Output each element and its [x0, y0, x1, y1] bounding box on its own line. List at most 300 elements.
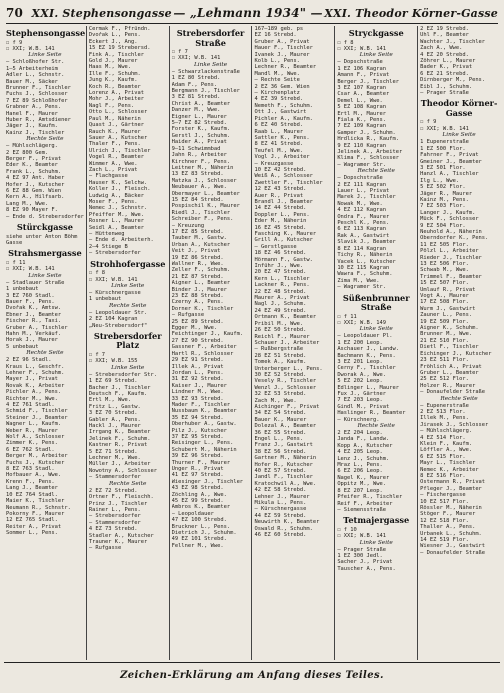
directory-entry: 40 EZ 57 Strebd. [254, 468, 307, 475]
directory-entry: 32 EZ 53 Strebd. [254, 391, 307, 398]
directory-entry: Rieder J., Tischler [420, 254, 482, 261]
directory-entry: Zöchling A., Wwe. [171, 491, 227, 498]
directory-entry: Ilg L., Wwe. [420, 177, 460, 184]
directory-entry: Hauser K., Selchw. [88, 179, 148, 186]
directory-entry: ☐ f 11 [6, 259, 26, 266]
page-footer [4, 662, 500, 687]
directory-entry: ☐ XXI; W.B. 141 [171, 55, 221, 62]
street-side-label: Linke Seite [359, 539, 393, 546]
directory-entry: Kraus L., Geschfr. [6, 363, 65, 370]
page-header [6, 3, 498, 24]
directory-entry: 42 EZ 58 Strebd. [254, 487, 307, 494]
directory-entry: Gartner M., Näherin [254, 455, 317, 462]
street-heading: Theodor Körner-Gasse [420, 98, 498, 118]
street-side-label: Rechte Seite [109, 302, 147, 309]
street-heading: Stephensongasse [6, 28, 86, 38]
directory-entry: Mikula L., Pens. [254, 500, 307, 507]
directory-entry: Hauer F., Tischler [254, 45, 313, 52]
header-left-title: XXI. Stephensongasse [31, 6, 172, 20]
directory-entry: Uhl F., Beamter [420, 32, 469, 39]
directory-entry: ☐ f 9 [420, 119, 437, 126]
directory-entry: Wallner R., Wwe. [171, 261, 224, 267]
street-heading: Strebersdorfer Platz [93, 330, 162, 351]
directory-entry: Teufel M., Wwe. [254, 147, 304, 154]
directory-entry: Brunner M., Wwe. [420, 331, 473, 338]
directory-entry: Wagner L., Kaufm. [6, 421, 62, 428]
directory-entry: 12 EZ 518 Flor. [420, 517, 469, 524]
directory-entry: Janda F., Landw. [337, 436, 390, 443]
directory-entry: — Rechte Seite [254, 77, 300, 84]
directory-entry: Kratochwil A., Wwe. [254, 480, 317, 487]
directory-entry: Dietrich J., Schuhm. [171, 530, 237, 537]
directory-entry: Bauer M., Säcker [6, 78, 58, 85]
directory-entry: 16 EZ 45 Strebd. [254, 224, 307, 231]
directory-entry: Tauscher A., Pens. [337, 565, 396, 572]
directory-entry: 36 EZ 55 Strebd. [254, 429, 307, 436]
directory-entry: 5 EZ 502 Flor. [420, 184, 466, 191]
directory-entry: — Leopoldauer Str. [88, 309, 148, 316]
directory-entry: Vogt A., Maurer [420, 293, 469, 300]
directory-entry: 11 EZ 505 Flor. [420, 241, 469, 248]
directory-entry: 10 EZ 764 Stadl. [6, 491, 58, 498]
street-heading: Strohhofergasse [90, 258, 166, 269]
directory-entry: Fuchs J., Schlosser [6, 91, 68, 98]
directory-entry: Eichinger J., Kutscher [420, 350, 492, 357]
directory-entry: Oberndorfer K., Pens. [420, 235, 489, 242]
directory-entry: Reif F., Arbeiter [337, 500, 393, 507]
directory-entry: Kaiser J., Maurer [171, 382, 227, 389]
directory-entry: — Kirchenplatz [254, 90, 300, 97]
directory-entry: Gasse [6, 239, 23, 246]
directory-entry: 45 EZ 99 Strebd. [171, 498, 224, 505]
directory-entry: 15 EZ 507 Flor. [420, 280, 469, 287]
directory-entry: Ludwig A., Bäcker [88, 192, 145, 199]
directory-entry: Kern L., Tischler [254, 275, 310, 282]
directory-entry: Mader F., Tischler [171, 401, 231, 408]
directory-entry: 4 EZ 205 Leop. [337, 449, 383, 456]
directory-entry: 6 EZ 762 Stadl. [6, 446, 55, 453]
directory-entry: Stöger F., Maurer [420, 511, 476, 518]
directory-entry: Eigner L., Maurer [171, 113, 227, 120]
directory-entry: 14 EZ 44 Strebd. [254, 205, 307, 212]
street-side-label: Linke Seite [111, 364, 145, 371]
directory-entry: Zach M., Wwe. [254, 397, 297, 404]
directory-entry: „Neu-Strebersdorf" [88, 322, 148, 329]
directory-entry: Haslinger R., Beamter [337, 410, 406, 417]
directory-entry: Nussbaum K., Beamter [171, 408, 237, 415]
directory-entry: Maurer A., Privat [254, 295, 310, 302]
directory-entry: 49 EZ 101 Strebd. [171, 536, 227, 543]
directory-entry: Tomek A., Kaufm. [254, 359, 307, 366]
directory-entry: — Kreuzung [171, 222, 205, 229]
directory-entry: 3 EZ 70 Strebd. [88, 410, 138, 417]
directory-entry: Hörmann F., Gastw. [254, 256, 313, 263]
directory-entry: Urbanek L., Schuhm. [420, 530, 482, 537]
directory-entry: 17 EZ 85 Strebd. [171, 228, 224, 235]
street-heading: Stryckgasse [348, 28, 404, 38]
directory-entry: Aichinger F., Privat [254, 403, 320, 410]
directory-entry: 167—189 geb. ps [254, 26, 304, 32]
directory-entry: Novak K., Arbeiter [6, 382, 65, 389]
directory-entry: Vogl J., Arbeiter [254, 154, 310, 161]
directory-entry: Bruckner L., Pens. [171, 523, 231, 530]
directory-entry: Zach A., Wwe. [420, 45, 463, 52]
directory-entry: Kainz M., Pens. [420, 196, 469, 203]
directory-entry: 23 EZ 511 Flor. [420, 357, 469, 364]
directory-entry: Raab L., Maurer [254, 128, 304, 135]
directory-entry: Franz J., Gastwirt [254, 442, 313, 449]
directory-entry: — Kürschnerg. [337, 416, 380, 423]
directory-entry: siehe unter Anton Böhm [6, 233, 78, 240]
directory-entry: Sacher J., Privat [337, 559, 393, 566]
directory-entry: 2 EZ 19 Strebd. [420, 26, 469, 32]
directory-entry: Demel L., Wwe. [337, 97, 383, 104]
directory-entry: — Kürschnergasse [88, 289, 141, 296]
directory-entry: Vogel R., Beamter [88, 154, 145, 161]
directory-entry: 4 EZ 761 Stadl. [6, 402, 55, 408]
directory-entry: Wawra F., Schuhm. [337, 271, 393, 278]
directory-entry: 4 EZ 20 Strebd. [420, 51, 469, 58]
directory-entry: Wachter J., Tischler [420, 38, 486, 45]
directory-entry: Fischer R., Taxi. [6, 318, 62, 325]
directory-entry: Ille F., Schuhm. [88, 70, 141, 77]
directory-entry: 35 EZ 94 Strebd. [171, 414, 224, 421]
directory-entry: Pfeiffer M., Wwe. [88, 211, 145, 218]
directory-entry: Zeller F., Schuhm. [171, 267, 231, 274]
directory-entry: Gruber A., Privat [254, 38, 310, 45]
directory-entry: 5—7 EZ 82 Strebd. [171, 120, 227, 127]
directory-entry: — Eupenerstraße [420, 402, 469, 409]
directory-entry: Dvořak L., Pens. [88, 32, 141, 39]
directory-entry: Rak A., Gastwirt [337, 232, 390, 239]
directory-entry: 6 EZ 515 Flor. [420, 453, 466, 460]
column-2 [87, 26, 170, 660]
directory-entry: Unger R., Privat [171, 466, 224, 472]
directory-entry: 5 EZ 71 Strebd. [88, 448, 138, 455]
column-3 [170, 26, 253, 660]
directory-entry: Mayer J., Privat [6, 376, 58, 383]
directory-entry: Nemec J., Schnstr. [88, 205, 148, 212]
directory-entry: Stadler A., Kutscher [88, 532, 154, 539]
directory-entry: 26 EZ 50 Strebd. [254, 327, 307, 334]
directory-entry: Schreiber F., Pens. [171, 216, 234, 223]
directory-entry: Dorner K., Tischler [171, 305, 234, 312]
directory-entry: 2—4 Stiege B [88, 243, 128, 250]
street-side-label: Linke Seite [28, 52, 62, 59]
directory-entry: — Donaufelder Straße [420, 389, 486, 396]
directory-entry: Umlauf R., Privat [420, 286, 476, 293]
directory-entry: — Strebersdorfer [88, 250, 141, 257]
directory-entry: Schmid F., Tischler [6, 408, 68, 415]
directory-entry: 1 EZ 106 Kagran [337, 65, 386, 72]
directory-entry: Fuchs J., Kutscher [6, 459, 65, 466]
directory-entry: Hackl J., Maurer [88, 423, 141, 430]
directory-entry: Rauch K., Maurer [88, 128, 141, 135]
directory-entry: Mayr L., Tischler [420, 460, 476, 467]
directory-entry: Jäger J., Kaufm. [6, 123, 58, 130]
street-side-label: Rechte Seite [109, 480, 147, 487]
directory-entry: Adler L., Schnstr. [6, 72, 65, 79]
directory-entry: Neubauer A., Wwe. [171, 184, 227, 191]
directory-entry: Adam F., Pens. [171, 81, 218, 88]
directory-entry: 4 EZ 39 Strebd. [254, 96, 304, 103]
directory-entry: Eder M., Näherin [254, 218, 307, 225]
directory-entry: Pokorny F., Maurer [6, 510, 65, 517]
directory-entry: Peschl K., Pens. [337, 220, 390, 227]
directory-entry: Mück F., Schlosser [420, 216, 479, 223]
directory-entry: Fux J., Gärtner [337, 391, 386, 397]
directory-entry: Bauer K., Maurer [254, 416, 307, 423]
directory-entry: Haas M., Wwe. [88, 64, 132, 71]
directory-entry: Zimmer K., Pens. [6, 440, 58, 447]
directory-entry: Zauner L., Pens. [420, 312, 473, 319]
directory-entry: 10 EZ 115 Kagran [337, 264, 390, 271]
directory-entry: — Leopoldauer [171, 510, 214, 517]
column-5 [335, 26, 418, 660]
street-heading: Stürckgasse [16, 222, 73, 233]
directory-entry: Lackner R., Pens. [254, 282, 310, 289]
directory-entry: Jahn R., Arbeiter [171, 152, 227, 159]
directory-entry: Grill A., Kutscher [254, 237, 313, 244]
directory-entry: 30 EZ 52 Strebd. [254, 371, 307, 378]
directory-entry: Pichler A., Pens. [6, 389, 62, 396]
directory-entry: 9—11 Schwimmbad [171, 145, 221, 152]
directory-entry: Feichtinger J., Kaufm. [171, 331, 244, 338]
directory-entry: Fiala K., Pens. [337, 116, 386, 123]
directory-entry: 25 EZ 512 Flor. [420, 376, 469, 383]
directory-entry: Dirnberger M., Pens. [420, 77, 486, 84]
directory-entry: 22 EZ 48 Strebd. [254, 288, 307, 295]
directory-entry: Steiner J., Beamter [6, 414, 68, 421]
directory-entry: 33 EZ 93 Strebd. [171, 395, 224, 402]
directory-entry: Pfeifer R., Tischler [337, 494, 403, 501]
directory-entry: Leitner M., Näherin [171, 164, 234, 171]
directory-entry: 7 EZ 503 Flor. [420, 203, 466, 210]
directory-entry: Pribil M., Wwe. [254, 320, 304, 327]
directory-entry: 12 EZ 43 Strebd. [254, 186, 307, 193]
directory-entry: Irrgang K., Beamter [88, 429, 151, 436]
directory-entry: Gold J., Maurer [88, 58, 138, 65]
street-heading: Tetmajergasse [343, 515, 410, 526]
directory-entry: 2 EZ 111 Kagran [337, 181, 386, 188]
directory-entry: Löffler A., Wwe. [420, 447, 473, 454]
directory-entry: Czerny A., Pens. [171, 299, 224, 306]
directory-entry: 8 EZ 90 Mayer F. [6, 207, 58, 214]
directory-entry: Müller J., Arbeiter [88, 461, 151, 468]
directory-entry: 6 EZ 21 Strebd. [420, 70, 469, 77]
column-1 [4, 26, 87, 660]
directory-entry: EZ 16 Strebd. [254, 32, 297, 39]
street-side-label: Linke Seite [442, 132, 476, 139]
directory-entry: Hanzl A., Tischler [420, 171, 479, 178]
directory-entry: Otto L., Schlosser [88, 109, 148, 116]
directory-entry: Marek J., Tischler [337, 194, 396, 201]
directory-entry: 21 EZ 510 Flor. [420, 337, 469, 344]
directory-entry: 47 EZ 100 Strebd. [171, 517, 227, 524]
directory-entry: 3 EZ 760 Stadl. [6, 292, 55, 299]
directory-entry: 1 EZ 80 Strebd. [171, 75, 221, 82]
directory-entry: 29 EZ 91 Strebd. [171, 357, 224, 364]
directory-entry: Kastner R., Privat [88, 442, 148, 449]
directory-entry: Sauer A., Kutscher [88, 134, 148, 141]
directory-entry: Tauber M., Gastw. [171, 235, 227, 242]
directory-entry: 7 EZ 203 Leop. [337, 397, 383, 404]
directory-entry: Ebner J., Beamter [6, 311, 62, 318]
directory-entry: Nagel K., Maurer [337, 474, 390, 481]
directory-entry: — Schloßhofer Str. [6, 59, 65, 66]
column-6 [418, 26, 500, 660]
directory-entry: Schauer J., Arbeiter [254, 339, 320, 346]
directory-entry: Forster K., Kaufm. [171, 126, 231, 133]
directory-entry: — Stadlauer Straße [6, 279, 65, 286]
directory-entry: Nemeth F., Schuhm. [254, 102, 313, 109]
directory-entry: Bauer F., Pens. [6, 298, 55, 305]
directory-entry: Berger F., Privat [6, 156, 62, 162]
directory-entry: 28 EZ 51 Strebd. [254, 352, 307, 359]
directory-entry: Pfleger J., Beamter [420, 485, 482, 492]
directory-entry: Nagl F., Pens. [88, 102, 135, 109]
directory-entry: 2 EZ 72 Strebd. [88, 487, 138, 494]
directory-entry: 3 EZ 201 Leop. [337, 358, 383, 365]
header-center-title: — „Lehmann 1934" — [173, 6, 323, 20]
directory-entry: 23 EZ 88 Strebd. [171, 293, 224, 300]
directory-entry: — Fischergasse [420, 492, 466, 499]
directory-entry: Holzer R., Maurer [420, 382, 476, 389]
directory-entry: Fritz L., Gastw. [88, 403, 141, 410]
directory-entry: 10 EZ 517 Flor. [420, 498, 469, 505]
directory-entry: Amann F., Privat [337, 72, 390, 79]
directory-entry: Richter M., Wwe. [6, 395, 58, 402]
directory-entry: Sommer L., Pens. [6, 530, 58, 537]
directory-entry: Quast J., Gärtner [88, 122, 145, 129]
directory-entry: Unterberger L., Pens. [254, 365, 323, 372]
street-heading: Süßenbrunner Straße [342, 292, 410, 313]
directory-entry: Koch R., Beamter [88, 83, 141, 90]
directory-entry: Hofer R., Kutscher [254, 461, 313, 468]
directory-entry: Danzer M., Wwe. [171, 107, 221, 114]
directory-entry: Hahn M., Verkäuf. [6, 330, 62, 337]
directory-entry: Pilz J., Kutscher [171, 427, 227, 434]
directory-entry: Lehner J., Maurer [254, 493, 310, 500]
directory-entry: Vacek L., Kutscher [337, 258, 396, 265]
directory-entry: Dworak A., Wwe. [337, 371, 386, 378]
directory-entry: 1 Eupenerstraße [420, 139, 469, 146]
directory-entry: Wimmer A., Wwe. [88, 160, 138, 167]
directory-entry: Christ A., Beamter [171, 100, 231, 107]
directory-entry: Neuhold A., Näherin [420, 228, 482, 235]
directory-entry: Binder J., Maurer [171, 286, 227, 293]
directory-entry: 18 EZ 46 Strebd. [254, 250, 307, 257]
directory-entry: Brandl J., Beamter [254, 198, 313, 205]
directory-entry: 1—5 Arbeiterheim [6, 65, 58, 72]
street-heading: Strahsmergasse [8, 248, 82, 259]
directory-entry: Zima M., Wwe. [337, 277, 380, 284]
directory-entry: Gruber A., Tischler [6, 324, 68, 331]
directory-entry: Jäger R., Maurer [420, 190, 473, 197]
directory-entry: Kopp A., Kutscher [337, 442, 393, 449]
directory-entry: Gamper J., Schuhm. [337, 129, 396, 136]
directory-entry: Dietl F., Tischler [420, 344, 479, 351]
directory-entry: ☐ f 8 [88, 270, 106, 277]
directory-entry: ☐ f 7 [171, 49, 188, 55]
street-heading: Strebersdorfer Straße [176, 28, 245, 48]
directory-entry: 13 EZ 506 Flor. [420, 261, 469, 267]
directory-entry: 2 EZ 96 Stadl. [6, 357, 52, 364]
directory-entry: Obermayer L., Beamter [171, 190, 240, 197]
directory-entry: ☐ XXI; W.B. 141 [6, 266, 55, 273]
directory-entry: Berger M., Arbeiter [6, 453, 68, 460]
directory-entry: Rosner L., Maurer [88, 218, 145, 225]
directory-entry: Matzka J., Schlosser [171, 177, 237, 184]
directory-entry: Illek M., Pens. [420, 415, 469, 422]
directory-entry: Tichy R., Näherin [337, 252, 393, 259]
directory-entry: 7 EZ 89 Schloßhofer [6, 97, 68, 104]
directory-entry: 2 EZ 36 Gem. Wien [254, 83, 310, 90]
directory-entry: — Rufgasse [88, 545, 122, 552]
directory-entry: Dolezal A., Beamter [254, 423, 317, 430]
directory-entry: Oberhuber A., Gastw. [171, 421, 237, 428]
directory-entry: Pospischil K., Maurer [171, 203, 240, 210]
directory-entry: — Kreuzgasse [254, 160, 294, 167]
directory-entry: Slavik J., Beamter [337, 239, 396, 246]
directory-entry: Gmeiner J., Beamter [420, 158, 482, 165]
directory-entry: — Strebersdorfer Str. [88, 371, 157, 378]
directory-entry: — Hüttenweg [88, 231, 125, 237]
directory-entry: 7 EZ 109 Kagran [337, 123, 386, 130]
directory-entry: Oswald R., Schuhm. [254, 525, 313, 532]
header-right-title: XXI. Theodor Körner-Gasse [324, 6, 498, 20]
directory-entry: Ott J., Gastwirt [254, 109, 307, 116]
directory-entry: 1 unbebaut [88, 296, 122, 303]
page-number: 70 [6, 6, 24, 20]
directory-entry: Mraz L., Pens. [337, 462, 383, 469]
directory-entry: Reisinger L., Pens. [171, 440, 234, 447]
directory-entry: Maier K., Tischler [6, 498, 65, 505]
directory-entry: 21 EZ 87 Strebd. [171, 273, 224, 280]
directory-entry: Csar A., Beamter [337, 91, 390, 98]
directory-entry: Jirasek J., Schlosser [420, 421, 489, 428]
directory-entry: Paul M., Näherin [88, 115, 141, 122]
directory-entry: Jelinek F., Schuhm. [88, 435, 151, 442]
directory-entry: Mohr J., Arbeiter [88, 96, 145, 103]
directory-entry: 2 EZ 204 Leop. [337, 430, 383, 437]
directory-entry: 46 EZ 60 Strebd. [254, 532, 307, 539]
street-side-label: Linke Seite [28, 272, 62, 279]
directory-entry: Thurner F., Maurer [171, 459, 231, 466]
directory-entry: 9 EZ 504 Flor. [420, 222, 466, 229]
directory-entry: 1 EZ 500 Flor. [420, 145, 466, 152]
directory-entry: Wiesinger J., Tischler [171, 478, 244, 485]
directory-entry: 19 EZ 86 Strebd. [171, 254, 224, 261]
directory-entry: Berger J., Tischler [337, 78, 399, 85]
directory-entry: Gerstl J., Schuhm. [171, 132, 231, 139]
directory-entry: Fink A., Tischler [88, 51, 145, 58]
directory-entry: Schwab M., Wwe. [420, 267, 469, 274]
directory-entry: Ertl M., Wwe. [88, 397, 132, 404]
directory-entry: 3 EZ 81 Strebd. [171, 94, 221, 101]
directory-entry: 34 EZ 54 Strebd. [254, 410, 307, 417]
directory-entry: Pichler A., Kaufm. [254, 115, 313, 122]
directory-entry: Lang J., Beamter [6, 485, 58, 492]
directory-entry: — Ende d. Strebersdorfer [6, 213, 84, 220]
directory-entry: Horak J., Maurer [6, 337, 58, 344]
directory-entry: 10 EZ 42 Strebd. [254, 166, 307, 173]
directory-entry: — Stammersdorfer [88, 474, 141, 481]
directory-entry: — Kürschnergasse [254, 506, 307, 513]
street-side-label: Rechte Seite [440, 395, 478, 402]
directory-entry: Edlinger L., Maurer [337, 384, 399, 391]
directory-entry: Fröhlich A., Privat [420, 363, 482, 370]
